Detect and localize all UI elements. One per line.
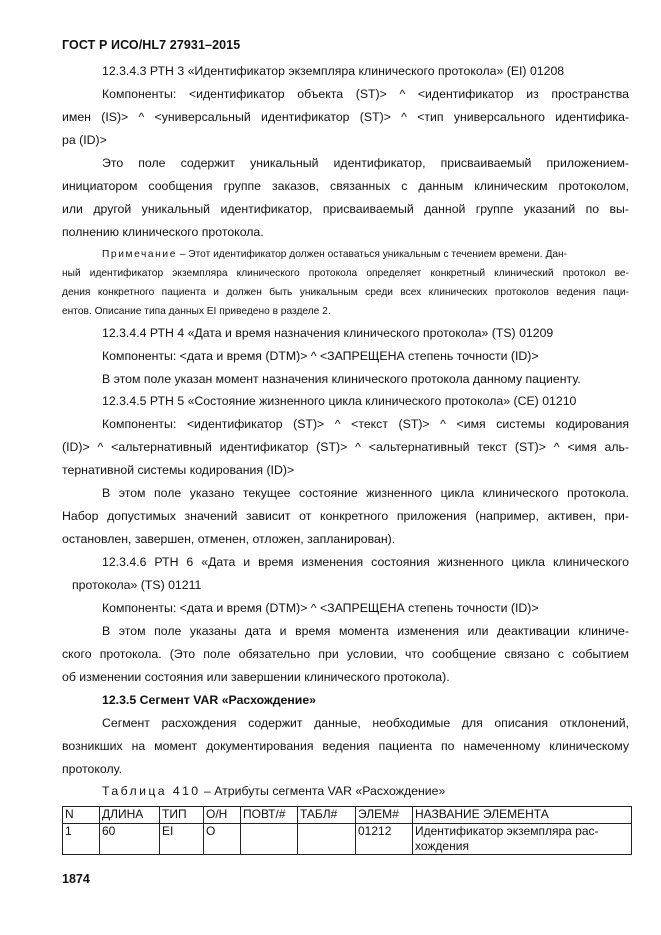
table-cell: 01212 (356, 824, 413, 855)
table-cell (298, 824, 356, 855)
document-header: ГОСТ Р ИСО/HL7 27931–2015 (62, 38, 241, 52)
column-header: N (63, 807, 100, 824)
column-header: ТАБЛ# (298, 807, 356, 824)
paragraph-line: инициатором сообщения группе заказов, связанных с данным клиническим протоколом, (62, 179, 629, 193)
page-number: 1874 (62, 872, 90, 886)
section-heading-12-3-4-4: 12.3.4.4 РТН 4 «Дата и время назначения клинического протокола» (TS) 01209 (102, 326, 554, 340)
table-cell: EI (160, 824, 204, 855)
table-header-row (63, 807, 632, 824)
note-line: ентов. Описание типа данных EI приведено в разделе 2. (62, 306, 331, 317)
table-cell (241, 824, 298, 855)
table-cell: Идентификатор экземпляра рас-хождения (413, 824, 632, 855)
note-line: ный идентификатор экземпляра клинического протокола определяет конкретный клинический протокол ве- (62, 268, 629, 279)
paragraph-line: Это поле содержит уникальный идентификатор, присваиваемый приложением- (102, 156, 629, 170)
section-heading-12-3-4-3: 12.3.4.3 РТН 3 «Идентификатор экземпляра клинического протокола» (EI) 01208 (102, 64, 565, 78)
components-line: тернативной системы кодирования (ID)> (62, 463, 295, 477)
section-heading-12-3-4-6: 12.3.4.6 РТН 6 «Дата и время изменения состояния жизненного цикла клинического (102, 555, 629, 569)
section-heading-continuation: протокола» (TS) 01211 (72, 578, 202, 592)
components-line: (ID)> ^ <альтернативный идентификатор (ST)> ^ <альтернативный текст (ST)> ^ <имя аль- (62, 440, 629, 454)
components-line: Компоненты: <идентификатор объекта (ST)> ^ <идентификатор из пространства (102, 87, 629, 101)
components-line: Компоненты: <идентификатор (ST)> ^ <текст (ST)> ^ <имя системы кодирования (102, 417, 629, 431)
table-cell: O (204, 824, 241, 855)
note-line: дения конкретного пациента и должен быть уникальным среди всех клинических протоколов ведения паци- (62, 287, 629, 298)
column-header: НАЗВАНИЕ ЭЛЕМЕНТА (413, 807, 632, 824)
paragraph-line: остановлен, завершен, отменен, отложен, запланирован). (62, 532, 396, 546)
column-header: ПОВТ/# (241, 807, 298, 824)
paragraph-line: или другой уникальный идентификатор, присваиваемый данной группе указаний по вы- (62, 202, 629, 216)
section-heading-12-3-5: 12.3.5 Сегмент VAR «Расхождение» (102, 693, 317, 707)
note-first-line (102, 247, 567, 263)
table-caption (102, 783, 445, 799)
attributes-table (62, 806, 632, 855)
paragraph-line: В этом поле указано текущее состояние жизненного цикла клинического протокола. (102, 486, 629, 500)
column-header: О/Н (204, 807, 241, 824)
table-cell: 60 (100, 824, 160, 855)
table-caption-label: Таблица 410 (102, 784, 201, 798)
note-label: Примечание (102, 249, 177, 260)
components-line: имен (IS)> ^ <универсальный идентификатор (ST)> ^ <тип универсального идентифика- (62, 110, 629, 124)
paragraph-line: Сегмент расхождения содержит данные, необходимые для описания отклонений, (102, 716, 629, 730)
components-line: Компоненты: <дата и время (DTM)> ^ <ЗАПРЕЩЕНА степень точности (ID)> (102, 601, 539, 615)
paragraph-line: возникших на момент документирования ведения пациента по намеченному клиническому (62, 739, 629, 753)
note-text: – Этот идентификатор должен оставаться уникальным с течением времени. Дан- (176, 249, 568, 260)
column-header: ТИП (160, 807, 204, 824)
table-row (63, 824, 632, 855)
components-line: Компоненты: <дата и время (DTM)> ^ <ЗАПРЕЩЕНА степень точности (ID)> (102, 349, 539, 363)
paragraph-line: Набор допустимых значений зависит от конкретного приложения (например, активен, при- (62, 509, 629, 523)
components-line: ра (ID)> (62, 133, 107, 147)
paragraph-line: В этом поле указан момент назначения клинического протокола данному пациенту. (102, 372, 581, 386)
section-heading-12-3-4-5: 12.3.4.5 РТН 5 «Состояние жизненного цикла клинического протокола» (CE) 01210 (102, 394, 577, 408)
paragraph-line: об изменении состояния или завершении клинического протокола). (62, 670, 450, 684)
paragraph-line: протоколу. (62, 762, 122, 776)
table-cell: 1 (63, 824, 100, 855)
paragraph-line: В этом поле указаны дата и время момента изменения или деактивации клиниче- (102, 624, 629, 638)
column-header: ЭЛЕМ# (356, 807, 413, 824)
paragraph-line: ского протокола. (Это поле обязательно при условии, что сообщение связано с событием (62, 647, 629, 661)
paragraph-line: полнению клинического протокола. (62, 225, 264, 239)
table-caption-text: – Атрибуты сегмента VAR «Расхождение» (200, 784, 446, 798)
column-header: ДЛИНА (100, 807, 160, 824)
